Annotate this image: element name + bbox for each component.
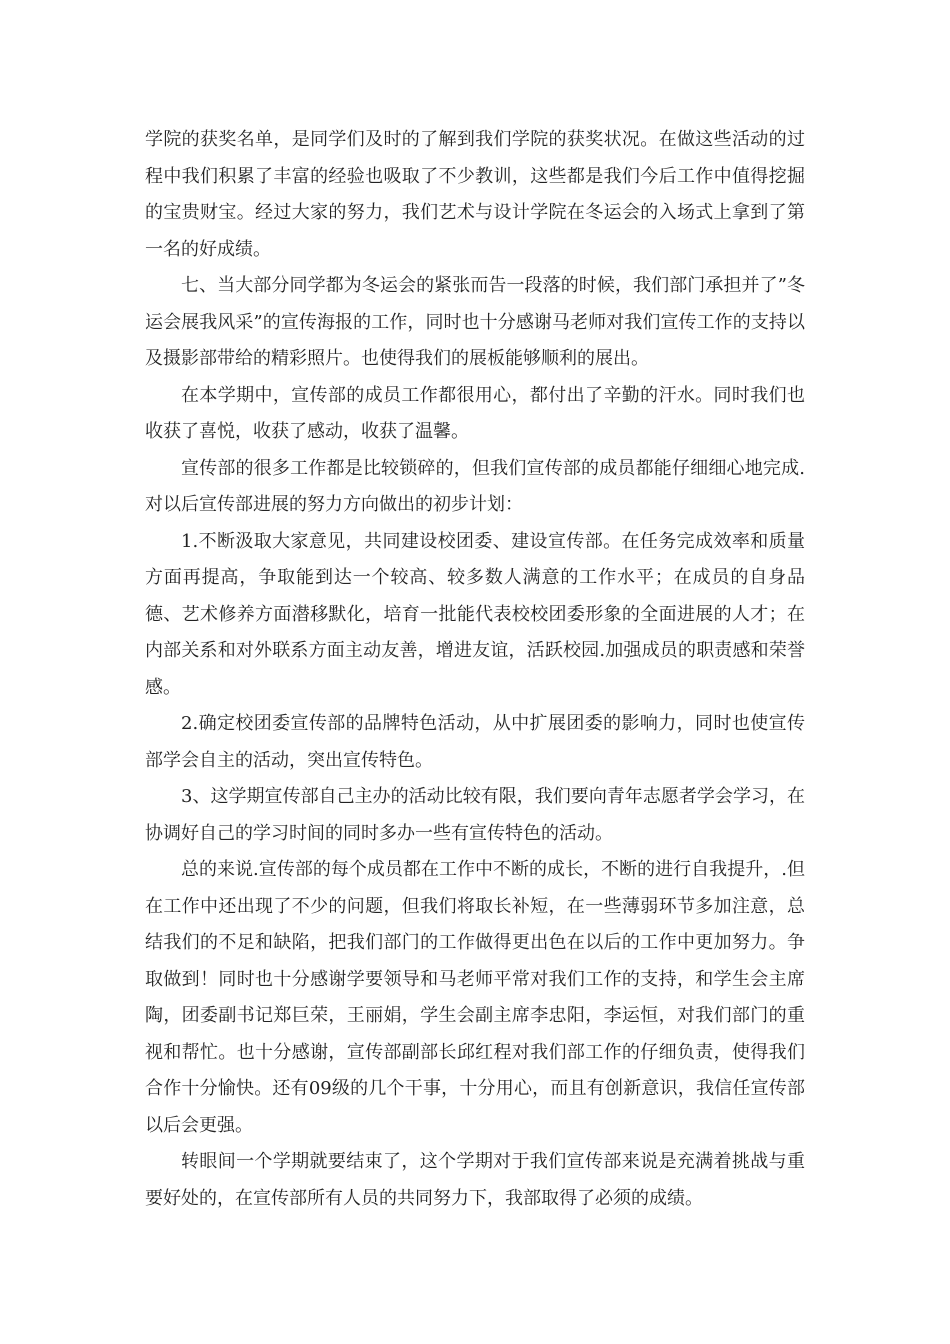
paragraph-plan-one: 1.不断汲取大家意见，共同建设校团委、建设宣传部。在任务完成效率和质量方面再提高，争取能到达一个较高、较多数人满意的工作水平；在成员的自身品德、艺术修养方面潜移默化，培育一批能代表校校团委形象的全面进展的人才；在内部关系和对外联系方面主动友善，增进友谊，活跃校园.加强成员的职责感和荣誉感。 — [145, 530, 805, 698]
paragraph-plan-three: 3、这学期宣传部自己主办的活动比较有限，我们要向青年志愿者学会学习，在协调好自己的学习时间的同时多办一些有宣传特色的活动。 — [145, 786, 805, 844]
paragraph-conclusion: 总的来说.宣传部的每个成员都在工作中不断的成长，不断的进行自我提升，.但在工作中还出现了不少的问题，但我们将取长补短，在一些薄弱环节多加注意，总结我们的不足和缺陷，把我们部门的工作做得更出色在以后的工作中更加努力。争取做到！同时也十分感谢学要领导和马老师平常对我们工作的支持，和学生会主席陶，团委副书记郑巨荣，王丽娟，学生会副主席李忠阳，李运恒，对我们部门的重视和帮忙。也十分感谢，宣传部副部长邱红程对我们部工作的仔细负责，使得我们合作十分愉快。还有09级的几个干事，十分用心，而且有创新意识，我信任宣传部以后会更强。 — [145, 859, 805, 1136]
paragraph-plan-two: 2.确定校团委宣传部的品牌特色活动，从中扩展团委的影响力，同时也使宣传部学会自主的活动，突出宣传特色。 — [145, 713, 805, 771]
paragraph-semester-summary: 在本学期中，宣传部的成员工作都很用心，都付出了辛勤的汗水。同时我们也收获了喜悦，收获了感动，收获了温馨。 — [145, 384, 805, 442]
paragraph-closing: 转眼间一个学期就要结束了，这个学期对于我们宣传部来说是充满着挑战与重要好处的，在宣传部所有人员的共同努力下，我部取得了必须的成绩。 — [145, 1151, 805, 1209]
document-body — [145, 122, 805, 1217]
paragraph-item-seven: 七、当大部分同学都为冬运会的紧张而告一段落的时候，我们部门承担并了”冬运会展我风采”的宣传海报的工作，同时也十分感谢马老师对我们宣传工作的支持以及摄影部带给的精彩照片。也使得我们的展板能够顺利的展出。 — [145, 275, 805, 369]
paragraph-plan-intro: 宣传部的很多工作都是比较锁碎的，但我们宣传部的成员都能仔细细心地完成.对以后宣传部进展的努力方向做出的初步计划： — [145, 457, 805, 515]
paragraph-continuation: 学院的获奖名单，是同学们及时的了解到我们学院的获奖状况。在做这些活动的过程中我们积累了丰富的经验也吸取了不少教训，这些都是我们今后工作中值得挖掘的宝贵财宝。经过大家的努力，我们艺术与设计学院在冬运会的入场式上拿到了第一名的好成绩。 — [145, 129, 805, 260]
